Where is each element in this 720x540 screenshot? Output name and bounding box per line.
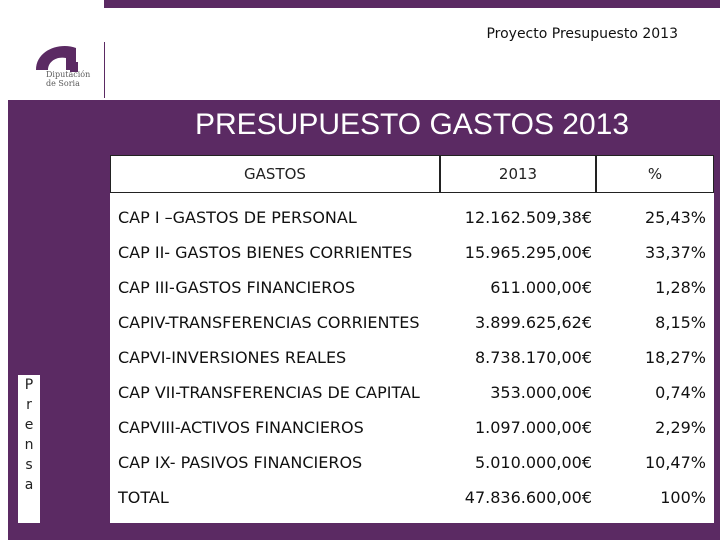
- row-percent: 33,37%: [644, 243, 706, 262]
- row-label: TOTAL: [118, 488, 169, 507]
- row-percent: 2,29%: [655, 418, 706, 437]
- row-label: CAPVI-INVERSIONES REALES: [118, 348, 347, 367]
- logo-text: [46, 70, 106, 88]
- row-percent: 8,15%: [655, 313, 706, 332]
- row-amount: 15.965.295,00€: [464, 243, 592, 262]
- row-amount: 3.899.625,62€: [474, 313, 592, 332]
- row-label: CAP III-GASTOS FINANCIEROS: [118, 278, 356, 297]
- column-header-percent: %: [596, 155, 714, 193]
- row-amount: 611.000,00€: [490, 278, 592, 297]
- table-row: [110, 410, 714, 445]
- vertical-letter: a: [24, 477, 34, 493]
- budget-table: [110, 155, 714, 523]
- logo-line-1: Diputación: [46, 70, 91, 79]
- table-row: [110, 235, 714, 270]
- row-amount: 353.000,00€: [490, 383, 592, 402]
- vertical-letter: r: [26, 397, 32, 413]
- vertical-letter: e: [24, 417, 34, 433]
- row-label: CAP II- GASTOS BIENES CORRIENTES: [118, 243, 413, 262]
- slide-title: PRESUPUESTO GASTOS 2013: [194, 108, 630, 141]
- row-amount: 1.097.000,00€: [474, 418, 592, 437]
- vertical-letter: P: [24, 377, 34, 393]
- row-percent: 1,28%: [655, 278, 706, 297]
- document-title: Proyecto Presupuesto 2013: [486, 26, 678, 42]
- row-label: CAP VII-TRANSFERENCIAS DE CAPITAL: [118, 383, 420, 402]
- column-header-2013: 2013: [440, 155, 596, 193]
- top-accent-bar: [104, 0, 720, 8]
- row-label: CAP I –GASTOS DE PERSONAL: [118, 208, 357, 227]
- row-amount: 5.010.000,00€: [474, 453, 592, 472]
- row-amount: 8.738.170,00€: [474, 348, 592, 367]
- table-row: [110, 270, 714, 305]
- vertical-letter: n: [24, 437, 34, 453]
- row-percent: 25,43%: [644, 208, 706, 227]
- row-percent: 10,47%: [644, 453, 706, 472]
- column-header-gastos: GASTOS: [110, 155, 440, 193]
- row-label: CAPIV-TRANSFERENCIAS CORRIENTES: [118, 313, 420, 332]
- table-row: [110, 375, 714, 410]
- table-row: [110, 305, 714, 340]
- table-row: [110, 200, 714, 235]
- vertical-letter: s: [25, 457, 33, 473]
- vertical-word: [18, 375, 40, 523]
- table-row-total: [110, 480, 714, 515]
- table-row: [110, 340, 714, 375]
- row-percent: 100%: [660, 488, 706, 507]
- row-label: CAPVIII-ACTIVOS FINANCIEROS: [118, 418, 364, 437]
- row-percent: 0,74%: [655, 383, 706, 402]
- table-row: [110, 445, 714, 480]
- row-label: CAP IX- PASIVOS FINANCIEROS: [118, 453, 363, 472]
- logo-line-2: de Soria: [46, 79, 80, 88]
- row-amount: 12.162.509,38€: [464, 208, 592, 227]
- row-percent: 18,27%: [644, 348, 706, 367]
- row-amount: 47.836.600,00€: [464, 488, 592, 507]
